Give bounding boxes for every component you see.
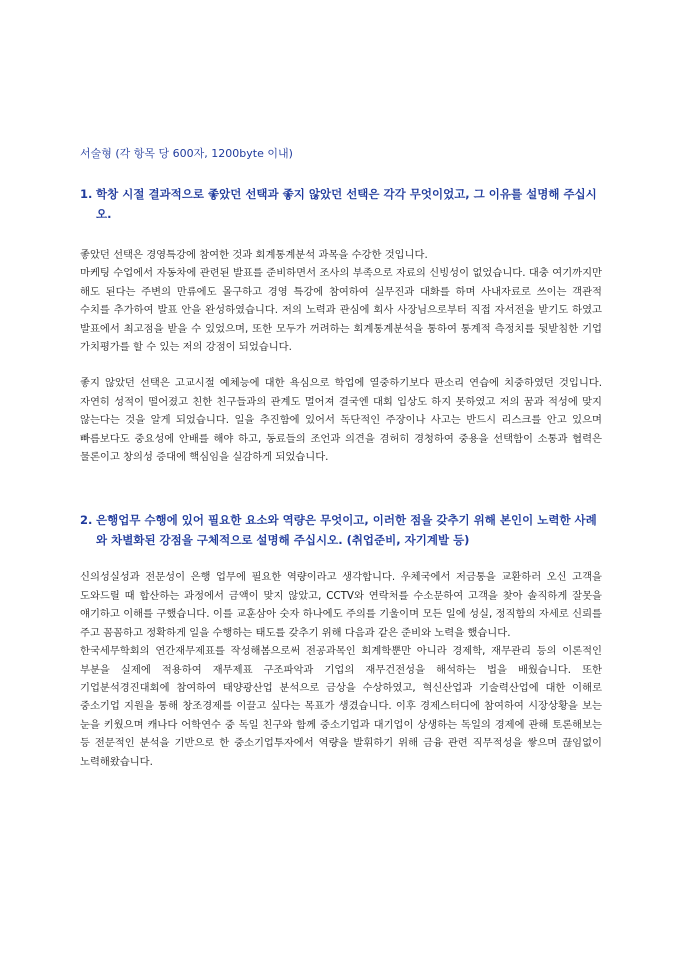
question-2 xyxy=(80,510,602,550)
question-2-text: 은행업무 수행에 있어 필요한 요소와 역량은 무엇이고, 이러한 점을 갖추기 위해 본인이 노력한 사례와 차별화된 강점을 구체적으로 설명해 주십시오. (취업준비, 자기계발 등) xyxy=(96,513,597,548)
document-page xyxy=(80,146,602,771)
question-1-text: 학창 시절 결과적으로 좋았던 선택과 좋지 않았던 선택은 각각 무엇이었고, 그 이유를 설명해 주십시오. xyxy=(96,187,597,221)
question-1-number: 1. xyxy=(80,187,93,201)
document-subtitle: 서술형 (각 항목 당 600자, 1200byte 이내) xyxy=(80,147,293,160)
question-2-number: 2. xyxy=(80,513,93,528)
answer-1-paragraph-1: 좋았던 선택은 경영특강에 참여한 것과 회계통계분석 과목을 수강한 것입니다. 마케팅 수업에서 자동차에 관련된 발표를 준비하면서 조사의 부족으로 자료의 신빙성이 없었습니다. 대충 여기까지만 해도 된다는 주변의 만류에도 몰구하고 경영 특강에 참여하여 실무진과 대화를 하며 사내자료로 쓰이는 객관적 수치를 추가하여 발표 안을 완성하였습니다. 저의 노력과 관심에 회사 사장님으로부터 직접 자서전을 받기도 하였고 발표에서 최고점을 받을 수 있었으며, 또한 모두가 꺼려하는 회계통계분석을 통하여 통계적 측정치를 뒷받침한 기업 가치평가를 할 수 있는 저의 강점이 되었습니다. xyxy=(80,249,602,354)
answer-1-paragraph-2: 좋지 않았던 선택은 고교시절 예체능에 대한 욕심으로 학업에 열중하기보다 판소리 연습에 치중하였던 것입니다. 자연히 성적이 떨어졌고 친한 친구들과의 관계도 멀어져 결국엔 대회 입상도 하지 못하였고 저의 꿈과 적성에 맞지 않는다는 것을 알게 되었습니다. 일을 추진함에 있어서 독단적인 주장이나 사고는 반드시 리스크를 안고 있으며 빠름보다도 중요성에 안배를 해야 하고, 동료들의 조언과 의견을 겸허히 경청하여 중용을 선택함이 소통과 협력은 물론이고 창의성 증대에 핵심임을 실감하게 되었습니다. xyxy=(80,377,602,464)
question-1 xyxy=(80,184,602,224)
answer-2-paragraph-1: 신의성실성과 전문성이 은행 업무에 필요한 역량이라고 생각합니다. 우체국에서 저금통을 교환하러 오신 고객을 도와드릴 때 합산하는 과정에서 금액이 맞지 않았고, CCTV와 연락처를 수소문하여 고객을 찾아 솔직하게 잘못을 얘기하고 이해를 구했습니다. 이를 교훈삼아 숫자 하나에도 주의를 기울이며 모든 일에 성실, 정직함의 자세로 신뢰를 주고 꼼꼼하고 정확하게 일을 수행하는 태도를 갖추기 위해 다음과 같은 준비와 노력을 했습니다. 한국세무학회의 연간재무제표를 작성해봄으로써 전공과목인 회계학뿐만 아니라 경제학, 재무관리 등의 이론적인 부분을 실제에 적용하여 재무제표 구조파악과 기업의 재무건전성을 해석하는 법을 배웠습니다. 또한 기업분석경진대회에 참여하여 태양광산업 분석으로 금상을 수상하였고, 혁신산업과 기술력산업에 대한 이해로 중소기업 지원을 통해 창조경제를 이끌고 싶다는 목표가 생겼습니다. 이후 경제스터디에 참여하여 시장상황을 보는 눈을 키웠으며 캐나다 어학연수 중 독일 친구와 함께 중소기업과 대기업이 상생하는 독일의 경제에 관해 토론해보는 등 전문적인 분석을 기반으로 한 중소기업투자에서 역량을 발휘하기 위해 금융 관련 직무적성을 쌓으며 끊임없이 노력해왔습니다. xyxy=(80,571,602,768)
